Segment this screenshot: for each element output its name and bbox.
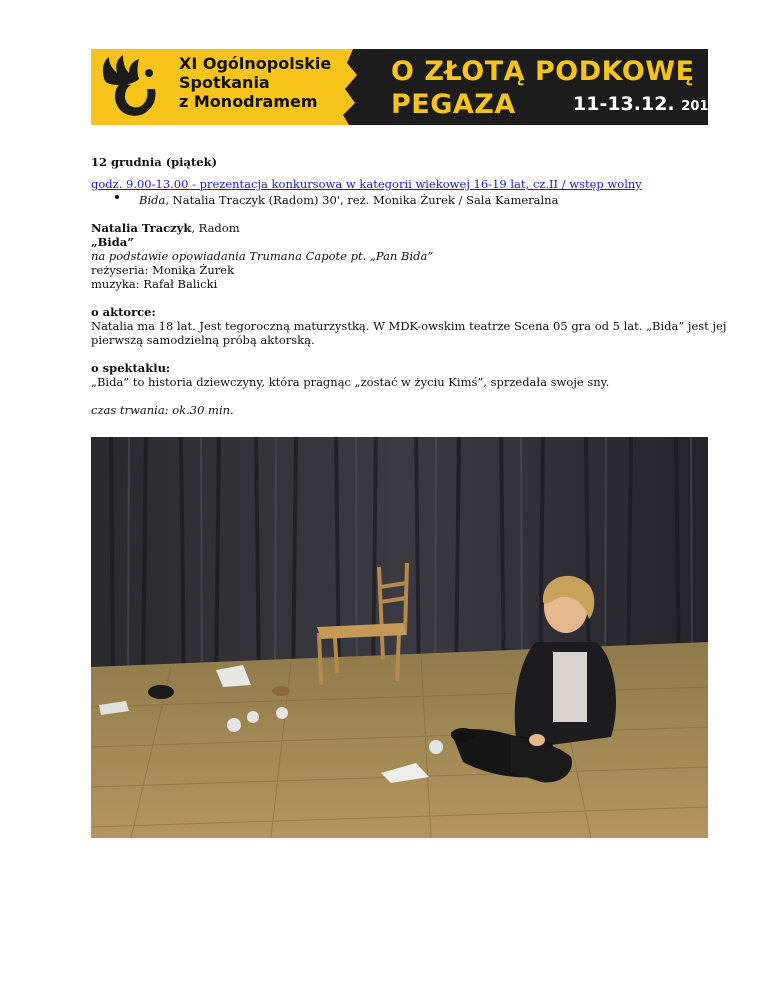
banner-line-2: Spotkania [179,73,270,92]
show-title: „Bida” [91,235,134,249]
bullet-item [139,193,558,207]
festival-banner [91,49,718,125]
banner-line-3: z Monodramem [179,92,318,111]
performance-photo [91,437,708,838]
banner-title-line-2: PEGAZA [391,89,516,120]
bullet-item-title: Bida [139,193,166,207]
day-heading: 12 grudnia (piątek) [91,155,218,169]
banner-year: 2014 [681,99,718,114]
session-link[interactable]: godz. 9.00-13.00 - prezentacja konkursowa w kategorii wiekowej 16-19 lat, cz.II / wstęp wolny [91,177,642,191]
banner-title-line-1: O ZŁOTĄ PODKOWĘ [391,56,695,87]
about-actress-line-1: Natalia ma 18 lat. Jest tegoroczną maturzystką. W MDK-owskim teatrze Scena 05 gra od 5 lat. „Bida” jest jej [91,319,727,333]
performer-name: Natalia Traczyk [91,221,192,235]
banner-date-range: 11-13.12. [573,93,675,115]
performer-line [91,221,240,235]
about-actress-line-2: pierwszą samodzielną próbą aktorską. [91,333,315,347]
banner-divider [331,49,375,125]
banner-subtitle [179,54,331,111]
about-show-line-1: „Bida” to historia dziewczyny, która pragnąc „zostać w życiu Kimś”, sprzedała swoje sny. [91,375,610,389]
music-credit: muzyka: Rafał Balicki [91,277,218,291]
duration: czas trwania: ok.30 min. [91,403,234,417]
bullet-item-details: , Natalia Traczyk (Radom) 30', reż. Monika Żurek / Sala Kameralna [165,193,559,207]
performer-city: , Radom [191,221,240,235]
bullet-dot [115,195,119,199]
director-credit: reżyseria: Monika Żurek [91,263,235,277]
banner-line-1: XI Ogólnopolskie [179,54,332,73]
based-on: na podstawie opowiadania Trumana Capote pt. „Pan Bida” [91,249,434,263]
pegasus-horseshoe-logo [95,53,173,121]
banner-dates [573,93,717,115]
about-show-heading: o spektaklu: [91,361,171,375]
about-actress-heading: o aktorce: [91,305,156,319]
